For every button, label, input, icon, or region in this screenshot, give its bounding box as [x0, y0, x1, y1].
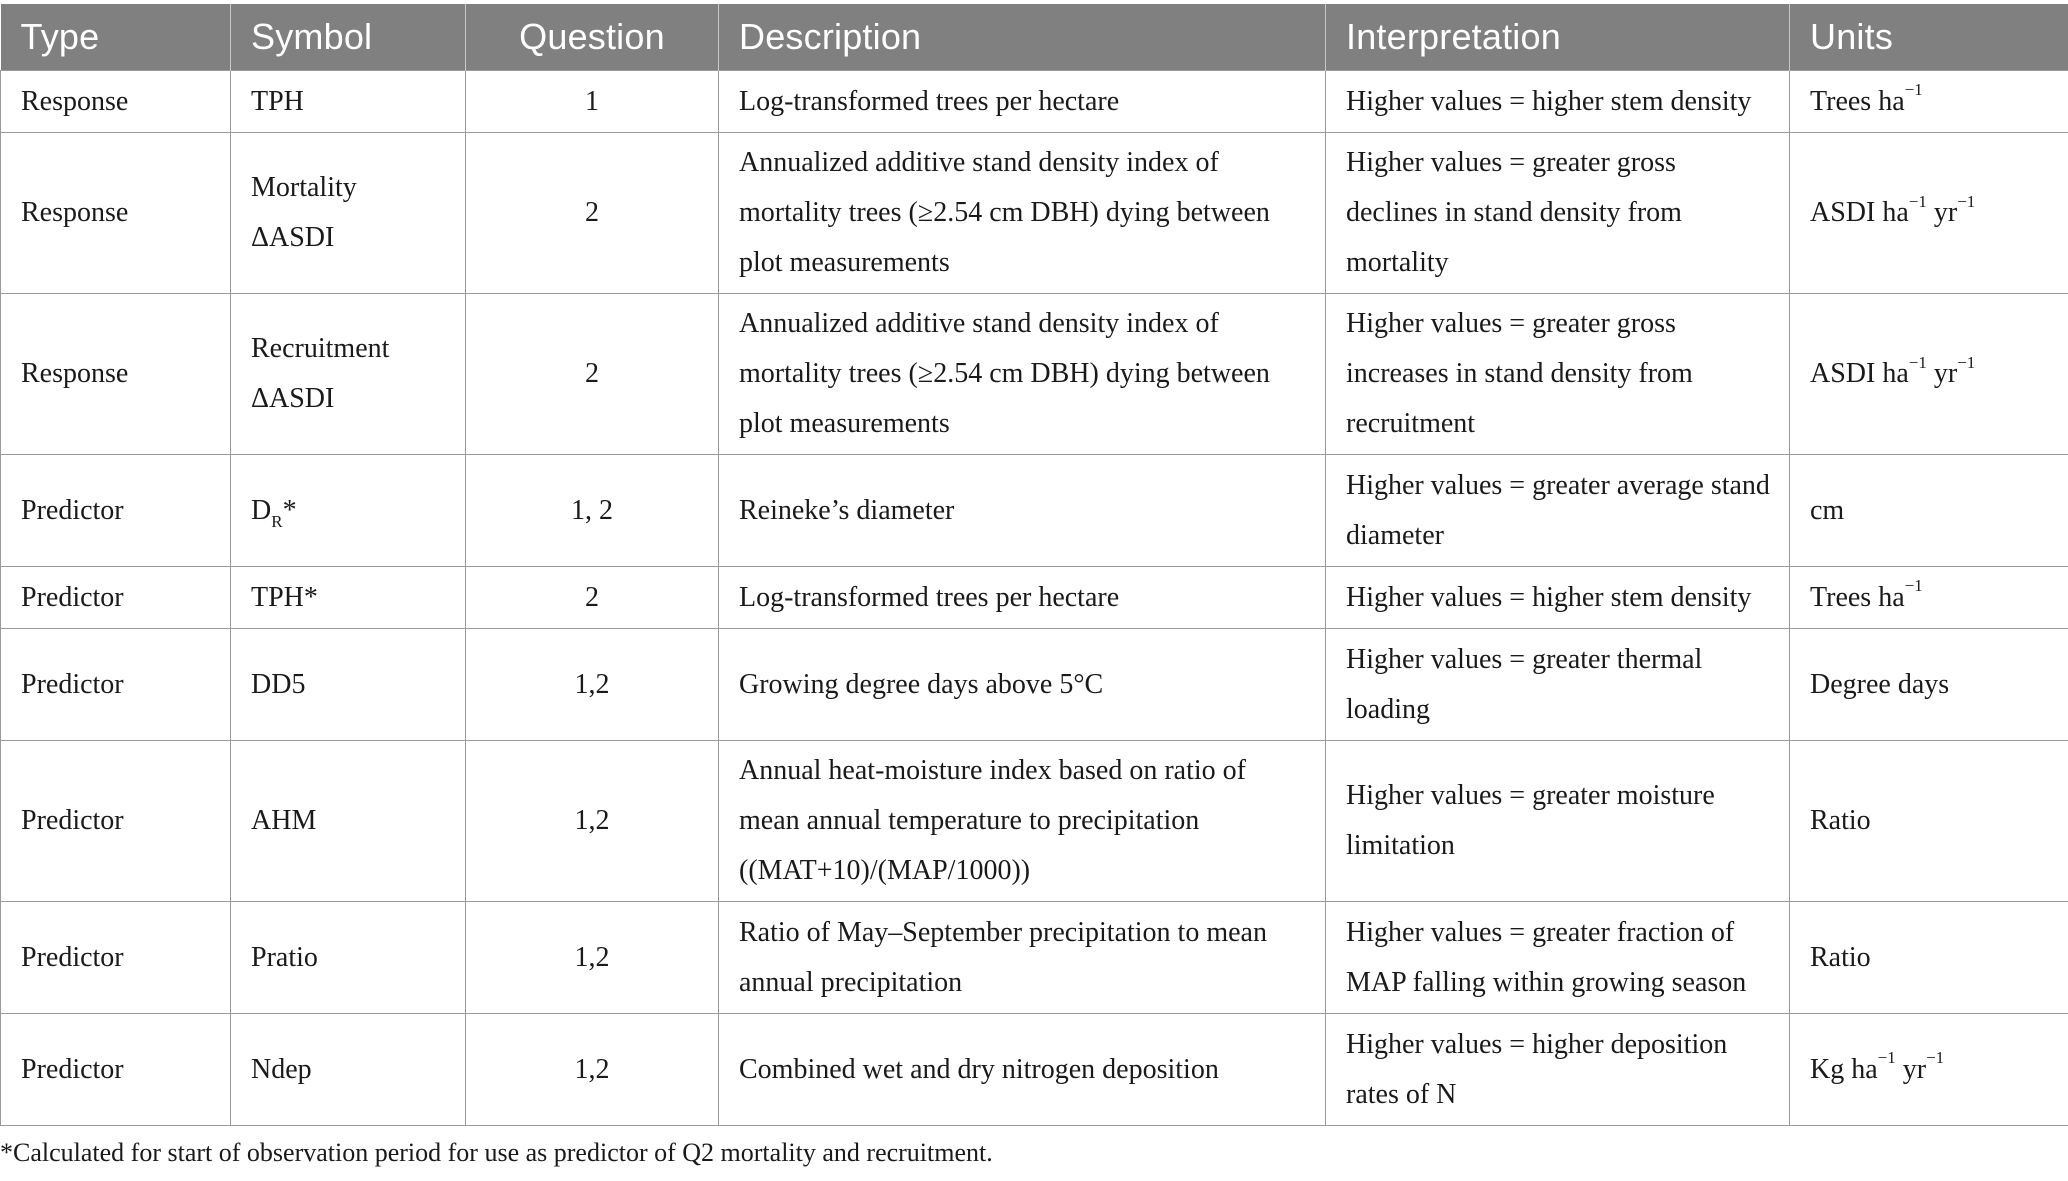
cell-symbol	[231, 294, 466, 455]
cell-description: Log-transformed trees per hectare	[719, 567, 1326, 629]
table-row	[1, 133, 2068, 294]
cell-interpretation: Higher values = greater gross increases in stand density from recruitment	[1326, 294, 1790, 455]
header-interpretation: Interpretation	[1326, 4, 1790, 71]
table-row	[1, 902, 2068, 1014]
variables-table-container	[0, 4, 2068, 1126]
table-row	[1, 455, 2068, 567]
table-row	[1, 1014, 2068, 1126]
cell-symbol	[231, 133, 466, 294]
cell-question: 1,2	[466, 741, 719, 902]
symbol-line: ΔASDI	[251, 383, 335, 414]
cell-symbol: DD5	[231, 629, 466, 741]
units-base: Trees ha	[1810, 581, 1905, 613]
cell-type: Response	[1, 294, 231, 455]
cell-question: 1, 2	[466, 455, 719, 567]
symbol-line: Mortality	[251, 172, 357, 203]
units-mid: yr	[1926, 358, 1958, 389]
table-row	[1, 741, 2068, 902]
header-row	[1, 4, 2068, 71]
cell-question: 2	[466, 567, 719, 629]
cell-description: Ratio of May–September precipitation to mean annual precipitation	[719, 902, 1326, 1014]
cell-question: 2	[466, 294, 719, 455]
header-units: Units	[1790, 4, 2068, 71]
table-row	[1, 71, 2068, 133]
table-footnote: *Calculated for start of observation period for use as predictor of Q2 mortality and recruitment.	[0, 1138, 993, 1167]
cell-question: 1	[466, 71, 719, 133]
cell-type: Response	[1, 133, 231, 294]
cell-interpretation: Higher values = greater fraction of MAP falling within growing season	[1326, 902, 1790, 1014]
units-exponent: −1	[1877, 1048, 1896, 1068]
cell-symbol	[231, 455, 466, 567]
cell-symbol: Ndep	[231, 1014, 466, 1126]
cell-question: 1,2	[466, 629, 719, 741]
cell-interpretation: Higher values = greater thermal loading	[1326, 629, 1790, 741]
cell-type: Predictor	[1, 741, 231, 902]
cell-description: Annualized additive stand density index of mortality trees (≥2.54 cm DBH) dying between plot measurements	[719, 294, 1326, 455]
cell-interpretation: Higher values = greater average stand diameter	[1326, 455, 1790, 567]
cell-units: Degree days	[1790, 629, 2068, 741]
cell-type: Predictor	[1, 455, 231, 567]
units-mid: yr	[1895, 1053, 1927, 1085]
units-exponent: −1	[1926, 1048, 1945, 1068]
header-description: Description	[719, 4, 1326, 71]
cell-units	[1790, 294, 2068, 455]
table-row	[1, 567, 2068, 629]
units-base: ASDI ha	[1810, 358, 1909, 389]
cell-units: Ratio	[1790, 741, 2068, 902]
symbol-line: Recruitment	[251, 333, 390, 364]
cell-description: Log-transformed trees per hectare	[719, 71, 1326, 133]
cell-type: Predictor	[1, 629, 231, 741]
symbol-suffix: *	[282, 494, 297, 526]
cell-units: cm	[1790, 455, 2068, 567]
symbol-main: D	[251, 494, 272, 526]
cell-type: Predictor	[1, 902, 231, 1014]
cell-description: Annual heat-moisture index based on ratio of mean annual temperature to precipitation ((MAT+10)/(MAP/1000))	[719, 741, 1326, 902]
cell-question: 1,2	[466, 902, 719, 1014]
units-base: Trees ha	[1810, 85, 1905, 117]
cell-description: Reineke’s diameter	[719, 455, 1326, 567]
units-base: Kg ha	[1810, 1053, 1878, 1085]
cell-units	[1790, 71, 2068, 133]
units-exponent: −1	[1908, 191, 1927, 211]
cell-interpretation: Higher values = greater moisture limitation	[1326, 741, 1790, 902]
cell-question: 1,2	[466, 1014, 719, 1126]
cell-interpretation: Higher values = higher deposition rates of N	[1326, 1014, 1790, 1126]
header-question: Question	[466, 4, 719, 71]
cell-interpretation: Higher values = higher stem density	[1326, 567, 1790, 629]
units-mid: yr	[1926, 197, 1958, 228]
units-exponent: −1	[1957, 352, 1976, 372]
cell-description: Growing degree days above 5°C	[719, 629, 1326, 741]
table-header	[1, 4, 2068, 71]
cell-interpretation: Higher values = higher stem density	[1326, 71, 1790, 133]
cell-symbol: TPH	[231, 71, 466, 133]
cell-units	[1790, 133, 2068, 294]
units-exponent: −1	[1957, 191, 1976, 211]
cell-type: Predictor	[1, 1014, 231, 1126]
table-body	[1, 71, 2068, 1126]
table-row	[1, 629, 2068, 741]
symbol-line: ΔASDI	[251, 222, 335, 253]
header-symbol: Symbol	[231, 4, 466, 71]
units-exponent: −1	[1904, 80, 1923, 100]
units-base: ASDI ha	[1810, 197, 1909, 228]
variables-table	[0, 4, 2068, 1126]
cell-units: Ratio	[1790, 902, 2068, 1014]
cell-question: 2	[466, 133, 719, 294]
header-type: Type	[1, 4, 231, 71]
cell-symbol: Pratio	[231, 902, 466, 1014]
cell-units	[1790, 567, 2068, 629]
cell-symbol: TPH*	[231, 567, 466, 629]
cell-description: Annualized additive stand density index of mortality trees (≥2.54 cm DBH) dying between plot measurements	[719, 133, 1326, 294]
cell-symbol: AHM	[231, 741, 466, 902]
cell-units	[1790, 1014, 2068, 1126]
cell-type: Predictor	[1, 567, 231, 629]
units-exponent: −1	[1904, 576, 1923, 596]
cell-type: Response	[1, 71, 231, 133]
symbol-subscript: R	[271, 512, 283, 532]
cell-description: Combined wet and dry nitrogen deposition	[719, 1014, 1326, 1126]
cell-interpretation: Higher values = greater gross declines in stand density from mortality	[1326, 133, 1790, 294]
units-exponent: −1	[1908, 352, 1927, 372]
table-row	[1, 294, 2068, 455]
